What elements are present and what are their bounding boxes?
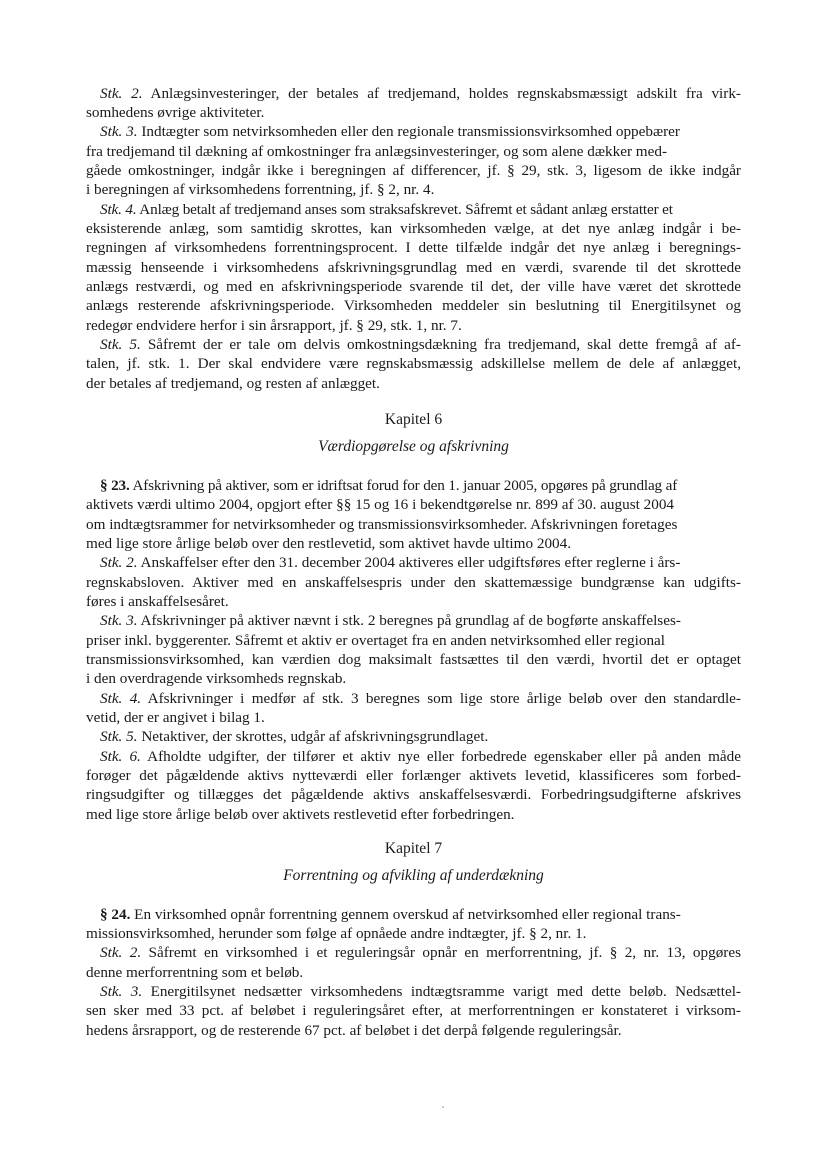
line-text: forøger det pågældende aktivs nytteværdi eller forlænger aktivets levetid, klassificeres som forbed- [86, 767, 741, 784]
line-text: priser inkl. byggerenter. Såfremt et aktiv er overtaget fra en anden netvirksomhed eller regional [86, 632, 666, 649]
paragraph-line [86, 631, 665, 650]
paragraph-line [100, 84, 741, 103]
line-text: med lige store årlige beløb over den restlevetid, som aktivet havde ultimo 2004. [86, 535, 572, 552]
line-text: i den overdragende virksomheds regnskab. [86, 670, 347, 687]
line-text: mæssig henseende i virksomhedens afskrivningsgrundlag med en værdi, svarende til det skrottede [86, 259, 741, 276]
chapter-subheading: Værdiopgørelse og afskrivning [318, 438, 509, 455]
paragraph-line [100, 943, 741, 962]
line-text: Energitilsynet nedsætter virksomhedens indtægtsramme varigt med dette beløb. Nedsættel- [142, 983, 741, 1000]
line-text: ringsudgifter og tillægges det pågældende aktivs anskaffelsesværdi. Forbedringsudgifterne afskrives [86, 786, 741, 803]
stk-label: Stk. 2. [100, 944, 142, 961]
line-text: vetid, der er angivet i bilag 1. [86, 709, 265, 726]
section-number: § 24. [100, 906, 131, 923]
line-text: talen, jf. stk. 1. Der skal endvidere være regnskabsmæssig adskillelse mellem de dele af anlægget, [86, 355, 741, 372]
paragraph-line [100, 200, 673, 219]
paragraph-line [86, 785, 741, 804]
paragraph-line [86, 161, 741, 180]
paragraph-line [86, 708, 265, 727]
line-text: somhedens øvrige aktiviteter. [86, 104, 265, 121]
paragraph-line [86, 924, 586, 943]
line-text: om indtægtsrammer for netvirksomheder og transmissionsvirksomheder. Afskrivningen foretages [86, 516, 678, 533]
line-text: redegør endvidere herfor i sin årsrapport, jf. § 29, stk. 1, nr. 7. [86, 317, 462, 334]
line-text: eksisterende anlæg, som samtidig skrottes, kan virksomheden vælge, at det nye anlæg indgår i be- [86, 220, 741, 237]
stk-label: Stk. 2. [100, 554, 138, 571]
paragraph-line [100, 747, 741, 766]
line-text: aktivets værdi ultimo 2004, opgjort efter §§ 15 og 16 i bekendtgørelse nr. 899 af 30. august 2004 [86, 496, 675, 513]
stk-label: Stk. 5. [100, 728, 138, 745]
line-text: Afskrivninger på aktiver nævnt i stk. 2 beregnes på grundlag af de bogførte anskaffelses- [137, 612, 681, 629]
paragraph-line [100, 905, 681, 924]
paragraph-line [86, 534, 571, 553]
stk-label: Stk. 4. [100, 690, 142, 707]
stk-label: Stk. 6. [100, 748, 141, 765]
paragraph-line [86, 354, 741, 373]
paragraph-line [86, 219, 741, 238]
line-text: regnskabsloven. Aktiver med en anskaffelsespris under den skattemæssige bundgrænse kan udgifts- [86, 574, 741, 591]
paragraph-line [100, 727, 488, 746]
line-text: sen sker med 33 pct. af beløbet i reguleringsåret efter, at merforrentningen er konstateret i virksom- [86, 1002, 741, 1019]
stk-label: Stk. 3. [100, 983, 143, 1000]
paragraph-line [100, 122, 680, 141]
paragraph-line [100, 553, 680, 572]
paragraph-line [86, 963, 303, 982]
line-text: hedens årsrapport, og de resterende 67 pct. af beløbet i det derpå følgende reguleringsår. [86, 1022, 622, 1039]
paragraph-line [86, 515, 677, 534]
paragraph-line [86, 592, 229, 611]
stk-label: Stk. 3. [100, 123, 138, 140]
line-text: i beregningen af virksomhedens forrentning, jf. § 2, nr. 4. [86, 181, 435, 198]
line-text: Anskaffelser efter den 31. december 2004 aktiveres eller udgiftsføres efter reglerne i års- [137, 554, 681, 571]
line-text: missionsvirksomhed, herunder som følge af opnåede andre indtægter, jf. § 2, nr. 1. [86, 925, 587, 942]
paragraph-line [86, 766, 741, 785]
line-text: Anlægsinvesteringer, der betales af tredjemand, holdes regnskabsmæssigt adskilt fra virk- [142, 85, 741, 102]
line-text: Netaktiver, der skrottes, udgår af afskrivningsgrundlaget. [137, 728, 489, 745]
stk-label: Stk. 3. [100, 612, 138, 629]
scan-speck [442, 1106, 444, 1108]
paragraph-line [100, 611, 681, 630]
paragraph-line [86, 296, 741, 315]
line-text: med lige store årlige beløb over aktivets restlevetid efter forbedringen. [86, 806, 515, 823]
line-text: Såfremt der er tale om delvis omkostningsdækning fra tredjemand, skal dette fremgå af af- [140, 336, 741, 353]
line-text: Anlæg betalt af tredjemand anses som straksafskrevet. Såfremt et sådant anlæg erstatter et [136, 201, 673, 218]
paragraph-line [86, 277, 741, 296]
line-text: fra tredjemand til dækning af omkostninger fra anlægsinvesteringer, og som alene dækker med- [86, 143, 668, 160]
paragraph-line [86, 1021, 622, 1040]
section-number: § 23. [100, 477, 130, 494]
stk-label: Stk. 5. [100, 336, 141, 353]
line-text: anlægs restværdi, og med en afskrivningsperiode svarende til det, der ville have været det skrottede [86, 278, 741, 295]
paragraph-line [86, 650, 741, 669]
line-text: denne merforrentning som et beløb. [86, 964, 304, 981]
line-text: gåede omkostninger, indgår ikke i beregningen af differencer, jf. § 29, stk. 3, ligesom de ikke indgår [86, 162, 741, 179]
paragraph-line [86, 316, 462, 335]
line-text: Såfremt en virksomhed i et reguleringsår opnår en merforrentning, jf. § 2, nr. 13, opgøres [141, 944, 741, 961]
line-text: En virksomhed opnår forrentning gennem overskud af netvirksomhed eller regional trans- [130, 906, 681, 923]
line-text: regningen af virksomhedens forrentningsprocent. I dette tilfælde indgår det nye anlæg i beregnings- [86, 239, 741, 256]
paragraph-line [86, 180, 434, 199]
line-text: Afskrivning på aktiver, som er idriftsat forud for den 1. januar 2005, opgøres på grundlag af [129, 477, 678, 494]
paragraph-line [86, 573, 741, 592]
line-text: Indtægter som netvirksomheden eller den regionale transmissionsvirksomhed oppebærer [137, 123, 680, 140]
paragraph-line [86, 103, 264, 122]
line-text: transmissionsvirksomhed, kan værdien dog maksimalt fastsættes til den værdi, hvortil det er optaget [86, 651, 741, 668]
paragraph-line [100, 982, 741, 1001]
chapter-subheading: Forrentning og afvikling af underdækning [283, 867, 544, 884]
paragraph-line [86, 495, 674, 514]
line-text: Afskrivninger i medfør af stk. 3 beregnes som lige store årlige beløb over den standardle- [141, 690, 741, 707]
paragraph-line [100, 476, 677, 495]
stk-label: Stk. 4. [100, 201, 137, 218]
paragraph-line [86, 805, 514, 824]
paragraph-line [86, 142, 667, 161]
chapter-heading: Kapitel 7 [384, 840, 443, 857]
paragraph-line [100, 689, 741, 708]
chapter-heading: Kapitel 6 [384, 411, 443, 428]
line-text: anlægs resterende afskrivningsperiode. Virksomheden meddeler sin beslutning til Energitilsynet og [86, 297, 741, 314]
paragraph-line [86, 238, 741, 257]
paragraph-line [86, 1001, 741, 1020]
paragraph-line [100, 335, 741, 354]
line-text: der betales af tredjemand, og resten af anlægget. [86, 375, 380, 392]
paragraph-line [86, 669, 346, 688]
stk-label: Stk. 2. [100, 85, 143, 102]
line-text: føres i anskaffelsesåret. [86, 593, 229, 610]
line-text: Afholdte udgifter, der tilfører et aktiv nye eller forbedrede egenskaber eller på anden måde [140, 748, 741, 765]
paragraph-line [86, 374, 380, 393]
paragraph-line [86, 258, 741, 277]
